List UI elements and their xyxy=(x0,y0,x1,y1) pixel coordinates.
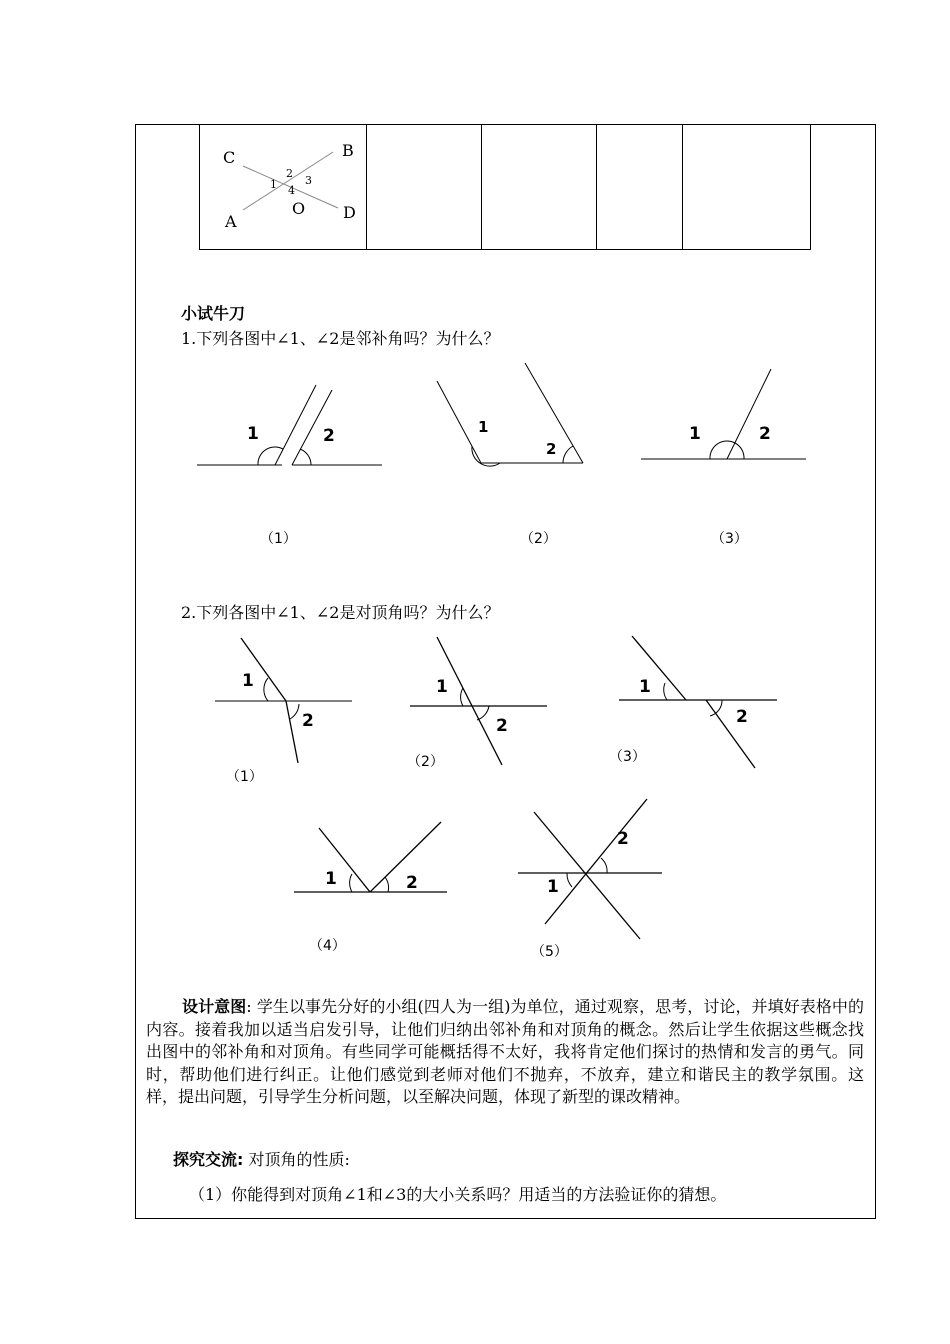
explore-body: 对顶角的性质: xyxy=(243,1150,350,1169)
point-c-label: C xyxy=(223,148,236,167)
q1-fig2-label-1: 1 xyxy=(478,418,489,436)
q2-fig4-caption: （4） xyxy=(309,938,346,954)
angle-3-label: 3 xyxy=(305,174,312,187)
angle-1-label: 1 xyxy=(270,178,277,191)
point-o-label: O xyxy=(292,199,306,218)
explore-heading: 探究交流: xyxy=(173,1150,244,1169)
q2-fig5-label-2: 2 xyxy=(617,829,629,849)
q2-fig2-label-2: 2 xyxy=(496,716,508,736)
q1-fig3-label-1: 1 xyxy=(689,424,701,444)
q2-fig4-label-1: 1 xyxy=(325,869,337,889)
q1-fig3-label-2: 2 xyxy=(759,424,771,444)
section-title: 小试牛刀 xyxy=(181,304,246,323)
explore-line xyxy=(173,1150,350,1170)
q1-fig1-caption: （1） xyxy=(260,531,297,547)
angle-2-label: 2 xyxy=(286,167,293,180)
q1-fig1-label-2: 2 xyxy=(323,426,335,446)
design-intent-body: : 学生以事先分好的小组(四人为一组)为单位，通过观察，思考，讨论，并填好表格中的内容。接着我加以适当启发引导，让他们归纳出邻补角和对顶角的概念。然后让学生依据这些概念找出图中的邻补角和对顶角。有些同学可能概括得不太好，我将肯定他们探讨的热情和发言的勇气。同时，帮助他们进行纠正。让他们感觉到老师对他们不抛弃，不放弃，建立和谐民主的教学氛围。这样，提出问题，引导学生分析问题，以至解决问题，体现了新型的课改精神。 xyxy=(146,997,864,1106)
q2-fig5-caption: （5） xyxy=(531,944,568,960)
point-d-label: D xyxy=(343,203,356,222)
q2-fig2-label-1: 1 xyxy=(436,677,448,697)
explore-item-1: （1）你能得到对顶角∠1和∠3的大小关系吗？用适当的方法验证你的猜想。 xyxy=(189,1185,727,1204)
question-2-text: 2.下列各图中∠1、∠2是对顶角吗？为什么？ xyxy=(181,603,500,622)
q1-fig2-label-2: 2 xyxy=(546,440,557,458)
q2-fig1-caption: （1） xyxy=(226,769,263,785)
design-intent-paragraph xyxy=(146,996,864,1109)
q1-fig2-caption: （2） xyxy=(520,531,557,547)
question-1-text: 1.下列各图中∠1、∠2是邻补角吗？为什么？ xyxy=(181,329,500,348)
design-intent-heading: 设计意图 xyxy=(182,997,247,1016)
q2-fig3-label-1: 1 xyxy=(639,677,651,697)
q2-fig3-caption: （3） xyxy=(609,749,646,765)
q1-fig1-label-1: 1 xyxy=(247,424,259,444)
q2-fig5-label-1: 1 xyxy=(547,877,559,897)
q2-fig4-label-2: 2 xyxy=(406,873,418,893)
q2-fig1-label-1: 1 xyxy=(242,671,254,691)
point-a-label: A xyxy=(225,212,237,231)
q2-fig1-label-2: 2 xyxy=(302,711,314,731)
point-b-label: B xyxy=(342,141,354,160)
angle-4-label: 4 xyxy=(288,184,295,197)
q2-fig2-caption: （2） xyxy=(407,754,444,770)
q1-fig3-caption: （3） xyxy=(711,531,748,547)
q2-fig3-label-2: 2 xyxy=(736,707,748,727)
